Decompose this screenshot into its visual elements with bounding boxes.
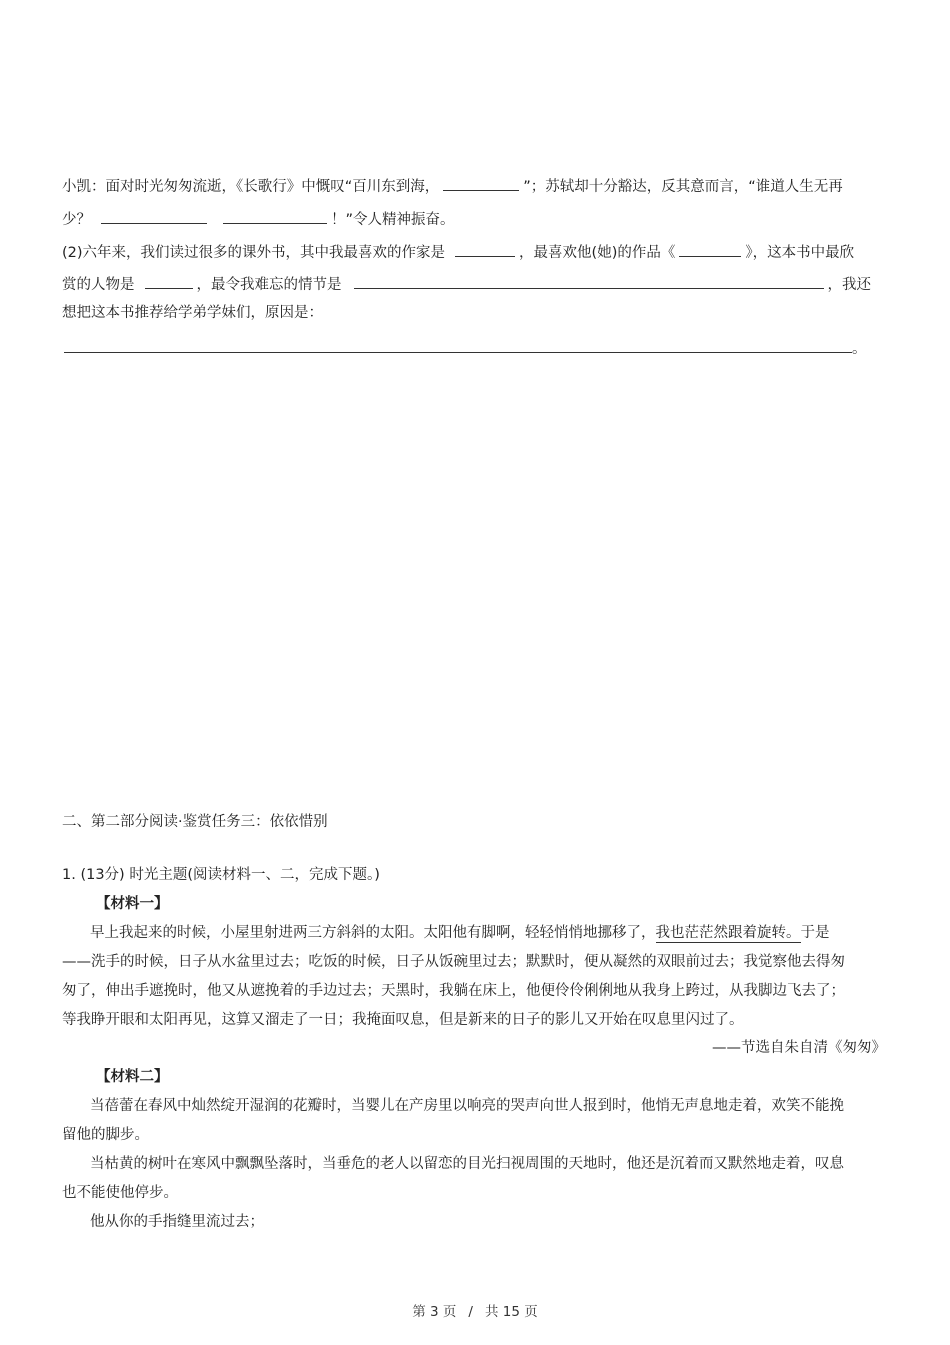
- text: 赏的人物是: [62, 277, 135, 293]
- text: ，最喜欢他(她)的作品《: [519, 245, 676, 261]
- fill-line-5: 想把这本书推荐给学弟学妹们，原因是：: [62, 305, 323, 321]
- answer-blank[interactable]: [145, 274, 193, 289]
- answer-blank[interactable]: [101, 209, 207, 224]
- fill-line-3: [62, 242, 854, 263]
- material-2-label: 【材料二】: [96, 1069, 169, 1085]
- question-heading: 1. (13分) 时光主题(阅读材料一、二，完成下题。): [62, 867, 380, 883]
- answer-blank[interactable]: [455, 242, 515, 257]
- answer-blank[interactable]: [354, 274, 824, 289]
- section-title: 二、第二部分阅读·鉴赏任务三：依依惜别: [62, 814, 328, 830]
- text: 。: [852, 341, 867, 357]
- material-1-line: ——洗手的时候，日子从水盆里过去；吃饭的时候，日子从饭碗里过去；默默时，便从凝然的双眼前过去；我觉察他去得匆: [62, 954, 845, 970]
- fill-line-2: [62, 209, 455, 230]
- material-1-line: 匆了，伸出手遮挽时，他又从遮挽着的手边过去；天黑时，我躺在床上，他便伶伶俐俐地从我身上跨过，从我脚边飞去了；: [62, 983, 845, 999]
- text: ，我还: [827, 277, 871, 293]
- text: ！”令人精神振奋。: [331, 212, 455, 228]
- text: ”；苏轼却十分豁达，反其意而言，“谁道人生无再: [523, 179, 843, 195]
- text: 》，这本书中最欣: [745, 245, 855, 261]
- text: 早上我起来的时候，小屋里射进两三方斜斜的太阳。太阳他有脚啊，轻轻悄悄地挪移了，: [90, 925, 656, 941]
- material-1-line: [90, 923, 830, 943]
- fill-line-1: [62, 176, 843, 197]
- material-2-line: 也不能使他停步。: [62, 1185, 178, 1201]
- material-1-line: 等我睁开眼和太阳再见，这算又溜走了一日；我掩面叹息，但是新来的日子的影儿又开始在叹息里闪过了。: [62, 1012, 744, 1028]
- text: 小凯：面对时光匆匆流逝，《长歌行》中慨叹“百川东到海，: [62, 179, 440, 195]
- underlined-sentence: 我也茫茫然跟着旋转。: [655, 925, 801, 941]
- fill-line-4: [62, 274, 871, 295]
- fill-line-6: [64, 338, 867, 359]
- material-2-line: 当枯黄的树叶在寒风中飘飘坠落时，当垂危的老人以留恋的目光扫视周围的天地时，他还是沉着而又默然地走着，叹息: [90, 1156, 844, 1172]
- page-separator: /: [468, 1304, 473, 1320]
- answer-blank[interactable]: [679, 242, 741, 257]
- answer-blank[interactable]: [223, 209, 327, 224]
- answer-blank[interactable]: [443, 176, 519, 191]
- material-2-line: 他从你的手指缝里流过去；: [90, 1214, 264, 1230]
- text: ，最令我难忘的情节是: [196, 277, 342, 293]
- text: 少？: [62, 212, 91, 228]
- material-1-label: 【材料一】: [96, 896, 169, 912]
- material-2-line: 当蓓蕾在春风中灿然绽开湿润的花瓣时，当婴儿在产房里以响亮的哭声向世人报到时，他悄无声息地走着，欢笑不能挽: [90, 1098, 844, 1114]
- page-total: 共 15 页: [484, 1304, 538, 1320]
- text: 于是: [800, 925, 830, 941]
- text: (2)六年来，我们读过很多的课外书，其中我最喜欢的作家是: [62, 245, 446, 261]
- material-1-source: ——节选自朱自清《匆匆》: [712, 1040, 886, 1056]
- page-number: 第 3 页: [412, 1304, 457, 1320]
- material-2-line: 留他的脚步。: [62, 1127, 149, 1143]
- page-footer: [0, 1300, 950, 1320]
- answer-blank[interactable]: [64, 338, 852, 353]
